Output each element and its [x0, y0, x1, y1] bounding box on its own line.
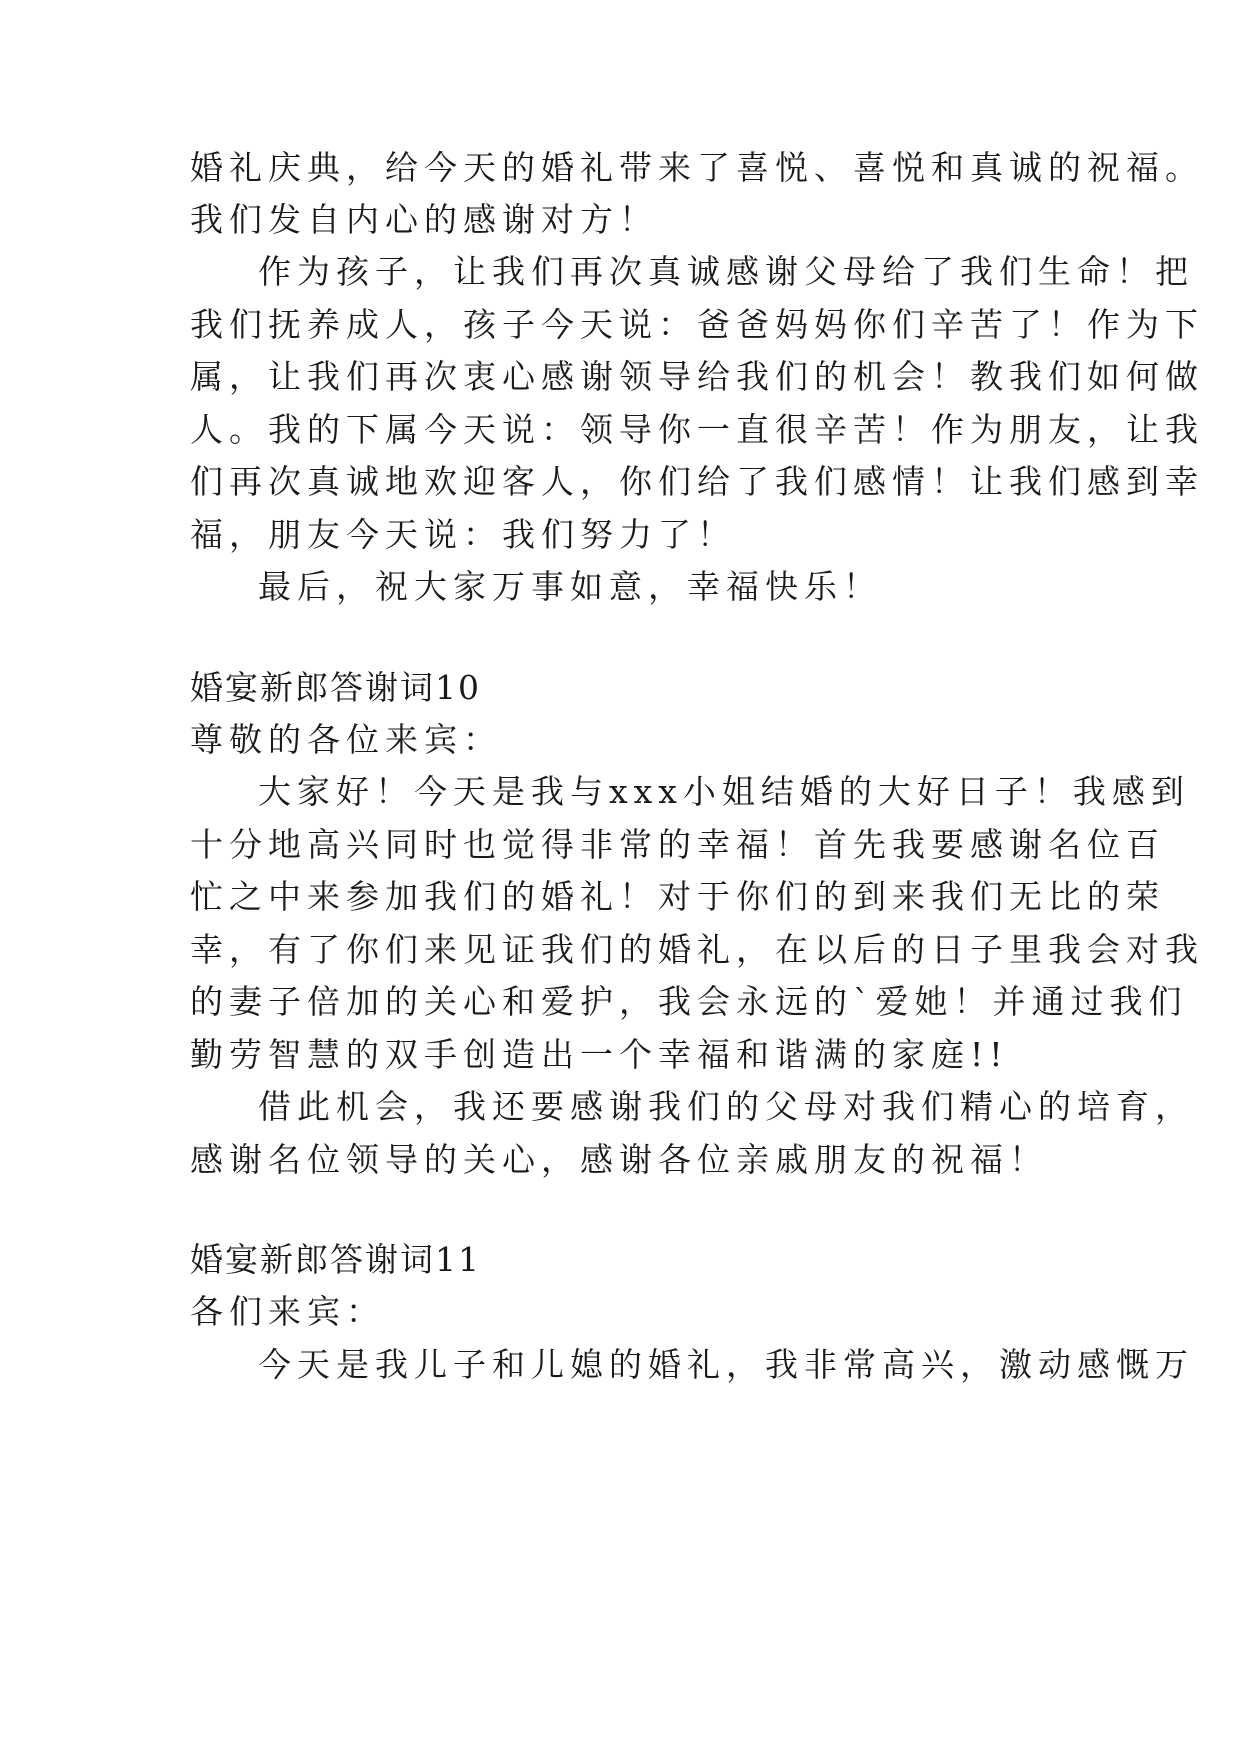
paragraph-line: 忙之中来参加我们的婚礼！对于你们的到来我们无比的荣 — [190, 877, 1165, 916]
paragraph-line: 感谢名位领导的关心，感谢各位亲戚朋友的祝福！ — [190, 1140, 1048, 1179]
paragraph-line: 大家好！今天是我与xxx小姐结婚的大好日子！我感到 — [258, 772, 1190, 811]
section-heading: 婚宴新郎答谢词10 — [190, 668, 481, 707]
paragraph-line: 福，朋友今天说：我们努力了！ — [190, 515, 736, 554]
paragraph-line: 勤劳智慧的双手创造出一个幸福和谐满的家庭!! — [190, 1035, 1009, 1074]
paragraph-line: 作为孩子，让我们再次真诚感谢父母给了我们生命！把 — [258, 252, 1194, 291]
paragraph-line: 今天是我儿子和儿媳的婚礼，我非常高兴，激动感慨万 — [258, 1345, 1194, 1384]
paragraph-line: 婚礼庆典，给今天的婚礼带来了喜悦、喜悦和真诚的祝福。 — [190, 148, 1204, 187]
paragraph-line: 我们发自内心的感谢对方！ — [190, 200, 658, 239]
salutation: 各们来宾： — [190, 1292, 385, 1331]
section-heading: 婚宴新郎答谢词11 — [190, 1240, 481, 1279]
paragraph-line: 们再次真诚地欢迎客人，你们给了我们感情！让我们感到幸 — [190, 462, 1204, 501]
paragraph-line: 借此机会，我还要感谢我们的父母对我们精心的培育， — [258, 1087, 1194, 1126]
salutation: 尊敬的各位来宾： — [190, 720, 502, 759]
paragraph-line: 属，让我们再次衷心感谢领导给我们的机会！教我们如何做 — [190, 357, 1204, 396]
paragraph-line: 我们抚养成人，孩子今天说：爸爸妈妈你们辛苦了！作为下 — [190, 305, 1204, 344]
paragraph-line: 十分地高兴同时也觉得非常的幸福！首先我要感谢名位百 — [190, 825, 1165, 864]
paragraph-line: 最后，祝大家万事如意，幸福快乐！ — [258, 567, 882, 606]
paragraph-line: 的妻子倍加的关心和爱护，我会永远的`爱她！并通过我们 — [190, 982, 1188, 1021]
paragraph-line: 幸，有了你们来见证我们的婚礼，在以后的日子里我会对我 — [190, 930, 1204, 969]
paragraph-line: 人。我的下属今天说：领导你一直很辛苦！作为朋友，让我 — [190, 410, 1204, 449]
